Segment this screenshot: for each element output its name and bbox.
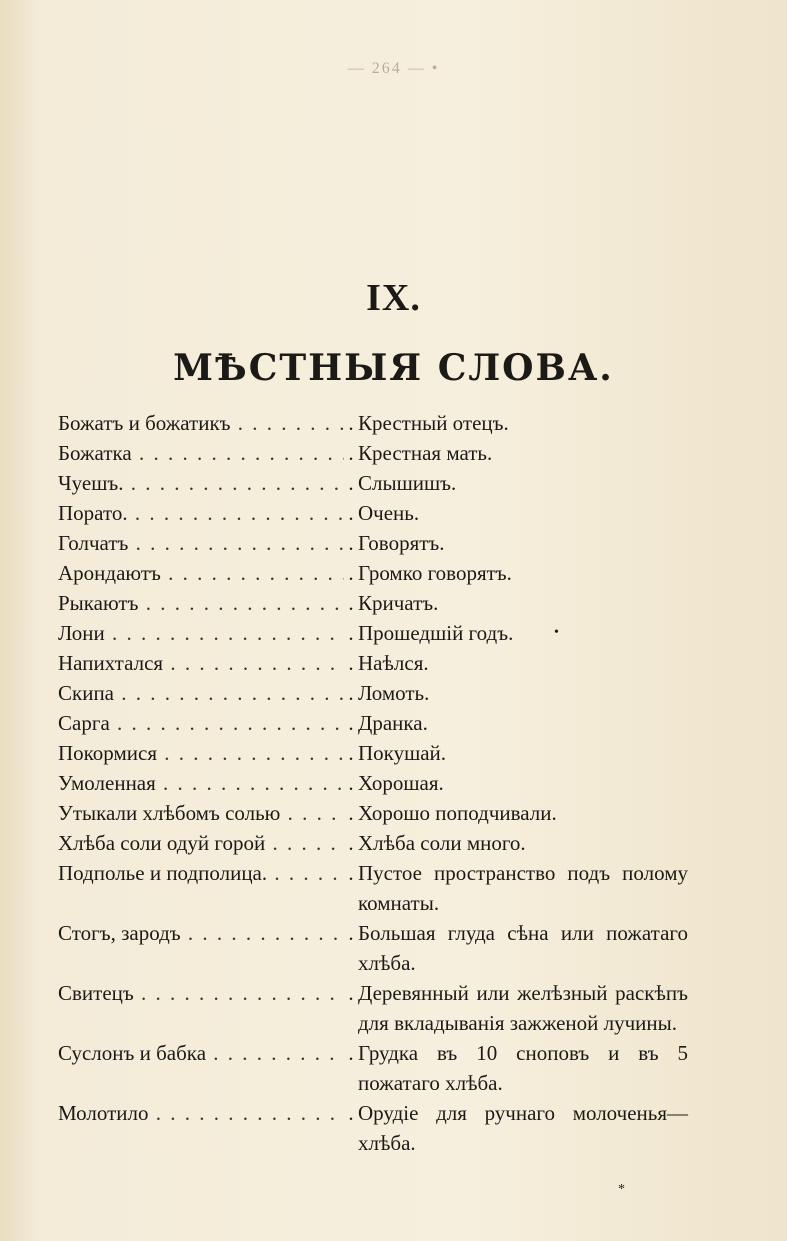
entry-separator-dot: . xyxy=(348,831,354,855)
glossary-entry xyxy=(58,468,688,498)
glossary-entry xyxy=(58,1038,688,1098)
entry-term: Арондаютъ . . . xyxy=(58,558,344,588)
glossary-entry xyxy=(58,708,688,738)
entry-term: Напихтался . . . xyxy=(58,648,344,678)
entry-term: Покормися . . . xyxy=(58,738,344,768)
entry-separator-dot: . xyxy=(348,741,354,765)
glossary-entry xyxy=(58,768,688,798)
entry-term: Скипа . . . xyxy=(58,678,344,708)
glossary-entry xyxy=(58,408,688,438)
entry-definition: Орудіе для ручнаго молоченья—хлѣба. xyxy=(358,1101,688,1155)
chapter-title: МѢСТНЫЯ СЛОВА. xyxy=(173,347,614,389)
entry-term: Порато. . . . xyxy=(58,498,344,528)
glossary-entry xyxy=(58,858,688,918)
entry-term: Суслонъ и бабка . . . xyxy=(58,1038,344,1068)
glossary-entry xyxy=(58,618,688,648)
entry-definition: Кричатъ. xyxy=(358,591,439,615)
entry-definition: Деревянный или желѣзный раскѣпъ для вкладыванія зажженой лучины. xyxy=(358,981,688,1035)
entry-term: Стогъ, зародъ . . . xyxy=(58,918,344,948)
chapter-number: IX. xyxy=(366,277,421,319)
entry-definition: Громко говорятъ. xyxy=(358,561,512,585)
entry-separator-dot: . xyxy=(348,1041,354,1065)
glossary-entry xyxy=(58,438,688,468)
glossary-entry xyxy=(58,588,688,618)
entry-term: Лони . . . xyxy=(58,618,344,648)
entry-definition: Слышишъ. xyxy=(358,471,457,495)
entry-term: Подполье и подполица. . . . xyxy=(58,858,344,888)
entry-separator-dot: . xyxy=(348,501,354,525)
glossary-entry xyxy=(58,738,688,768)
entry-definition: Хлѣба соли много. xyxy=(358,831,526,855)
entry-definition: Пустое пространство подъ полому комнаты. xyxy=(358,861,688,915)
entry-separator-dot: . xyxy=(348,981,354,1005)
glossary-entry xyxy=(58,1098,688,1158)
entry-definition: Большая глуда сѣна или пожатаго хлѣба. xyxy=(358,921,688,975)
entry-definition: Грудка въ 10 сноповъ и въ 5 пожатаго хлѣба. xyxy=(358,1041,688,1095)
entry-separator-dot: . xyxy=(348,681,354,705)
entry-term: Свитецъ . . . xyxy=(58,978,344,1008)
entry-separator-dot: . xyxy=(348,561,354,585)
entry-definition: Крестная мать. xyxy=(358,441,493,465)
entry-term: Чуешъ. . . . xyxy=(58,468,344,498)
glossary-entry xyxy=(58,558,688,588)
entry-term: Божатъ и божатикъ . . . xyxy=(58,408,344,438)
entry-definition: Наѣлся. xyxy=(358,651,429,675)
entry-separator-dot: . xyxy=(348,531,354,555)
glossary-entry xyxy=(58,498,688,528)
entry-term: Утыкали хлѣбомъ солью . . . xyxy=(58,798,344,828)
entry-separator-dot: . xyxy=(348,921,354,945)
entry-separator-dot: . xyxy=(348,411,354,435)
entry-separator-dot: . xyxy=(348,471,354,495)
entry-definition: Крестный отецъ. xyxy=(358,411,509,435)
entry-separator-dot: . xyxy=(348,441,354,465)
entry-separator-dot: . xyxy=(348,651,354,675)
glossary-entry xyxy=(58,528,688,558)
entry-definition: Дранка. xyxy=(358,711,428,735)
footnote-star: * xyxy=(618,1182,625,1197)
entry-term: Божатка . . . xyxy=(58,438,344,468)
entry-definition: Хорошо поподчивали. xyxy=(358,801,557,825)
stray-mark: • xyxy=(554,625,559,640)
entry-separator-dot: . xyxy=(348,801,354,825)
glossary-list xyxy=(58,408,688,1158)
entry-separator-dot: . xyxy=(348,711,354,735)
entry-definition: Говорятъ. xyxy=(358,531,445,555)
entry-term: Голчатъ . . . xyxy=(58,528,344,558)
entry-term: Умоленная . . . xyxy=(58,768,344,798)
glossary-entry xyxy=(58,918,688,978)
glossary-entry xyxy=(58,978,688,1038)
running-head: — 264 — • xyxy=(347,60,440,77)
glossary-entry xyxy=(58,798,688,828)
entry-term: Рыкаютъ . . . xyxy=(58,588,344,618)
entry-term: Сарга . . . xyxy=(58,708,344,738)
entry-separator-dot: . xyxy=(348,1101,354,1125)
glossary-entry xyxy=(58,678,688,708)
entry-definition: Очень. xyxy=(358,501,420,525)
entry-separator-dot: . xyxy=(348,861,354,885)
entry-definition: Прошедшій годъ. xyxy=(358,621,514,645)
entry-definition: Покушай. xyxy=(358,741,447,765)
entry-definition: Ломоть. xyxy=(358,681,430,705)
glossary-entry xyxy=(58,648,688,678)
entry-separator-dot: . xyxy=(348,621,354,645)
entry-separator-dot: . xyxy=(348,771,354,795)
entry-separator-dot: . xyxy=(348,591,354,615)
glossary-entry xyxy=(58,828,688,858)
entry-definition: Хорошая. xyxy=(358,771,444,795)
entry-term: Молотило . . . xyxy=(58,1098,344,1128)
entry-term: Хлѣба соли одуй горой . . . xyxy=(58,828,344,858)
